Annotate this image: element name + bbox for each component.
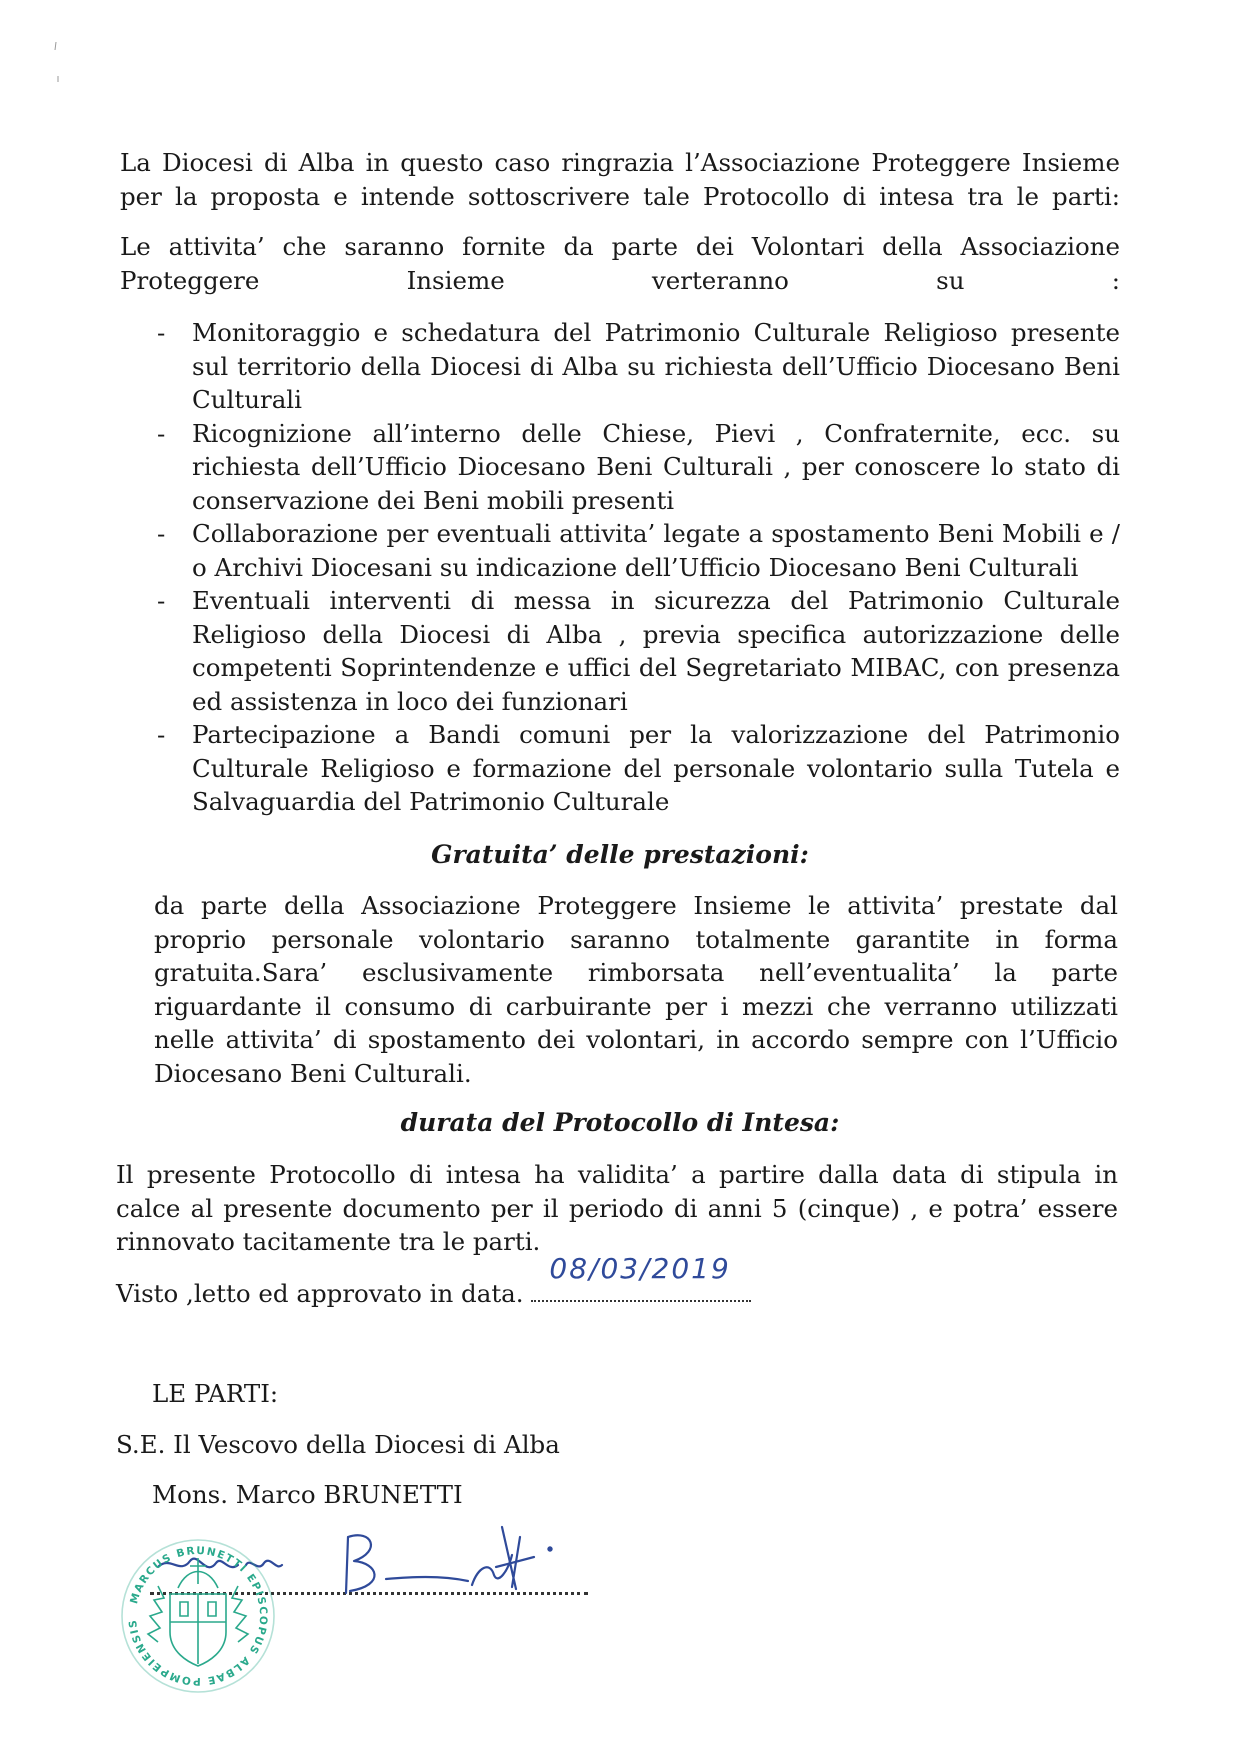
list-item [120,316,1120,417]
gratuita-heading: Gratuita’ delle prestazioni: [431,840,809,869]
seal-text: MARCUS BRUNETTI EPISCOPUS ALBAE POMPEIENSIS [126,1544,270,1688]
list-bullet: - [157,519,166,548]
list-item-text: Collaborazione per eventuali attivita’ legate a spostamento Beni Mobili e / o Archivi Diocesani su indicazione dell’Ufficio Diocesano Beni Culturali [192,519,1120,582]
list-bullet: - [157,418,166,448]
date-field [531,1252,751,1302]
approval-line [116,1252,916,1311]
handwritten-date: 08/03/2019 [549,1252,731,1285]
intro-paragraph-1: La Diocesi di Alba in questo caso ringrazia l’Associazione Proteggere Insieme per la proposta e intende sottoscrivere tale Protocollo di intesa tra le parti: [120,148,1120,211]
list-item-text: Partecipazione a Bandi comuni per la valorizzazione del Patrimonio Culturale Religioso e formazione del personale volontario sulla Tutela e Salvaguardia del Patrimonio Culturale [192,720,1120,816]
bishop-seal [118,1536,278,1696]
parties-name: Mons. Marco BRUNETTI [152,1480,463,1509]
list-item [120,584,1120,718]
gratuita-paragraph: da parte della Associazione Proteggere Insieme le attivita’ prestate dal proprio personale volontario saranno totalmente garantite in forma gratuita.Sara’ esclusivamente rimborsata nell’eventualita’ la parte riguardante il consumo di carbuirante per i mezzi che verranno utilizzati nelle attivita’ di spostamento dei volontari, in accordo sempre con l’Ufficio Diocesano Beni Culturali. [154,891,1118,1088]
parties-role: S.E. Il Vescovo della Diocesi di Alba [116,1430,560,1459]
durata-heading: durata del Protocollo di Intesa: [400,1108,840,1137]
list-item-text: Eventuali interventi di messa in sicurezza del Patrimonio Culturale Religioso della Diocesi di Alba , previa specifica autorizzazione delle competenti Soprintendenze e uffici del Segretariato MIBAC, con presenza ed assistenza in loco dei funzionari [192,586,1120,716]
list-item [120,517,1120,584]
list-item [120,718,1120,819]
list-item-text: Monitoraggio e schedatura del Patrimonio Culturale Religioso presente sul territorio della Diocesi di Alba su richiesta dell’Ufficio Diocesano Beni Culturali [192,318,1120,414]
scan-marks [52,40,64,90]
intro-paragraph-2: Le attivita’ che saranno fornite da parte dei Volontari della Associazione Proteggere Insieme verteranno su : [120,232,1120,295]
list-bullet: - [157,720,166,749]
list-item-text: Ricognizione all’interno delle Chiese, Pievi , Confraternite, ecc. su richiesta dell’Ufficio Diocesano Beni Culturali , per conoscere lo stato di conservazione dei Beni mobili presenti [192,418,1120,515]
list-bullet: - [157,586,166,615]
parties-label: LE PARTI: [152,1379,279,1408]
list-item [120,417,1120,518]
list-bullet: - [157,318,166,347]
durata-paragraph: Il presente Protocollo di intesa ha validita’ a partire dalla data di stipula in calce al presente documento per il periodo di anni 5 (cinque) , e potra’ essere rinnovato tacitamente tra le parti. [116,1160,1118,1256]
approval-label: Visto ,letto ed approvato in data. [116,1279,532,1308]
activities-list [120,316,1120,819]
